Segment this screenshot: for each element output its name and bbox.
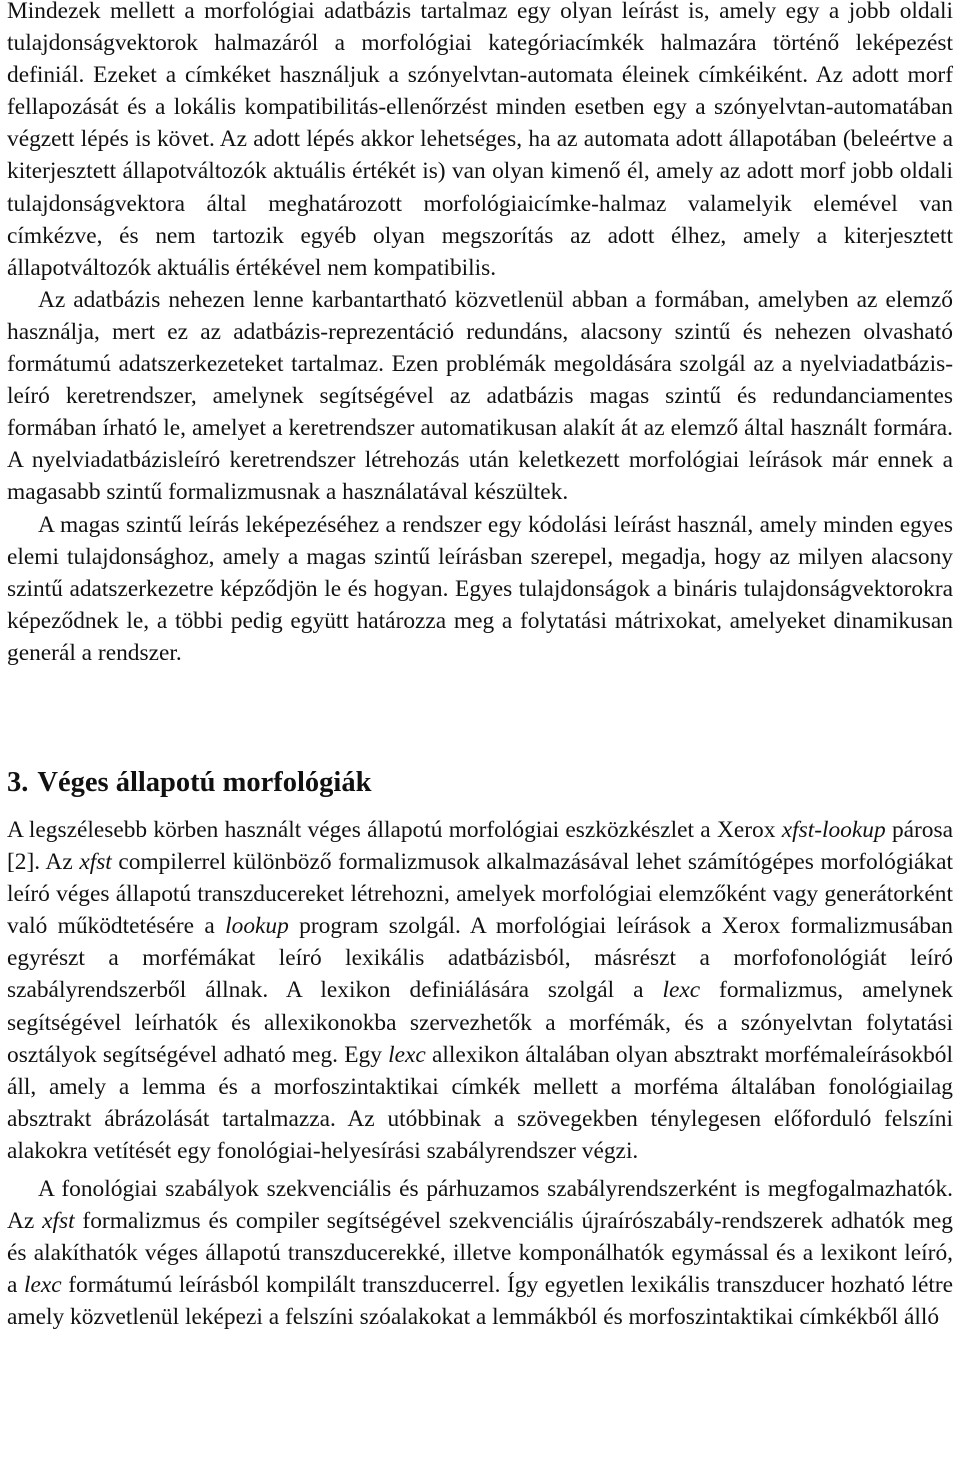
paragraph-high-level-mapping: A magas szintű leírás leképezéséhez a rendszer egy kódolási leírást használ, amely minden egyes elemi tulajdonsághoz, amely a magas szintű leírásban szerepel, megadja, hogy az milyen alacsony szintű adatszerkezetre képződjön le és hogyan. Egyes tulajdonságok a bináris tulajdonságvektorokra képeződnek le, a többi pedig együtt határozza meg a folytatási mátrixokat, amelyeket dinamikusan generál a rendszer.: [7, 511, 953, 666]
text-segment: formalizmus, amelynek segítségével leírhatók és allexikonokba szervezhetők a morfémák, és a szónyelvtan folytatási osztályok segítségével adható meg. Egy: [7, 977, 953, 1068]
text-segment: A fonológiai szabályok szekvenciális és párhuzamos szabályrendszerként is megfogalmazhatók. Az: [7, 1176, 953, 1235]
term-lookup: lookup: [225, 913, 289, 940]
section-number: 3.: [7, 766, 29, 798]
term-lexc: lexc: [23, 1272, 62, 1299]
text-segment: formalizmus és compiler segítségével szekvenciális újraírószabály-rendszerek adhatók meg és alakíthatók véges állapotú transzducerekké, illetve komponálhatók egymással és a lexikont leíró, a: [7, 1208, 953, 1299]
text-segment: compilerrel különböző formalizmusok alkalmazásával lehet számítógépes morfológiákat leíró véges állapotú transzducereket létrehozni, amelyek morfológiai elemzőként vagy generátorként való működtetésére a: [7, 849, 953, 940]
text-segment: párosa [2]. Az: [7, 816, 953, 876]
paragraph-database-maintenance: Az adatbázis nehezen lenne karbantartható közvetlenül abban a formában, amelyben az elemző használja, mert ez az adatbázis-reprezentáció redundáns, alacsony szintű és nehezen olvasható formátumú adatszerkezeteket tartalmaz. Ezen problémák megoldására szolgál az a nyelviadatbázis-leíró keretrendszer, amelynek segítségével az adatbázis magas szintű és redundanciamentes formában írható le, amelyet a keretrendszer automatikusan alakít át az elemző által használt formára. A nyelviadatbázisleíró keretrendszer létrehozás után keletkezett morfológiai leírások már ennek a magasabb szintű formalizmusnak a használatával készültek.: [7, 286, 953, 506]
text-segment: program szolgál. A morfológiai leírások a Xerox formalizmusában egyrészt a morfémákat leíró lexikális adatbázisból, másrészt a morfofonológiát leíró szabályrendszerből állnak. A lexikon definiálására szolgál a: [7, 913, 953, 1004]
term-lexc: lexc: [388, 1041, 426, 1068]
text-segment: allexikon általában olyan absztrakt morfémaleírásokból áll, amely a lemma és a morfoszintaktikai címkék mellett a morféma általában fonológiailag absztrakt ábrázolását tartalmazza. Az utóbbinak a szövegekben ténylegesen előforduló felszíni alakokra vetítését egy fonológiai-helyesírási szabályrendszer végzi.: [7, 1041, 953, 1164]
section-title: Véges állapotú morfológiák: [37, 766, 372, 798]
term-xfst: xfst: [79, 849, 112, 876]
paragraph-phonological-rules: [7, 1173, 953, 1333]
paragraph-xerox-toolkit: [7, 814, 953, 1167]
term-xfst-lookup: xfst-lookup: [781, 816, 886, 843]
section-heading: [7, 766, 953, 800]
term-lexc: lexc: [662, 977, 701, 1004]
text-segment: A legszélesebb körben használt véges állapotú morfológiai eszközkészlet a Xerox: [7, 816, 782, 843]
text-segment: formátumú leírásból kompilált transzducerrel. Így egyetlen lexikális transzducer hozható létre amely közvetlenül leképezi a felszíni szóalakokat a lemmákból és morfoszintaktikai címkékből álló: [7, 1272, 954, 1331]
term-xfst: xfst: [42, 1208, 75, 1235]
paragraph-morph-database-description: Mindezek mellett a morfológiai adatbázis tartalmaz egy olyan leírást is, amely egy a jobb oldali tulajdonságvektorok halmazáról a morfológiai kategóriacímkék halmazára történő leképezést definiál. Ezeket a címkéket használjuk a szónyelvtan-automata éleinek címkéiként. Az adott morf fellapozását és a lokális kompatibilitás-ellenőrzést minden esetben egy a szónyelvtan-automatában végzett lépés is követ. Az adott lépés akkor lehetséges, ha az automata adott állapotában (beleértve a kiterjesztett állapotváltozók aktuális értékét is) van olyan kimenő él, amely az adott morf jobb oldali tulajdonságvektora által meghatározott morfológiaicímke-halmaz valamelyik elemével van címkézve, és nem tartozik egyéb olyan megszorítás az adott élhez, amely a kiterjesztett állapotváltozók aktuális értékével nem kompatibilis.: [7, 0, 953, 281]
